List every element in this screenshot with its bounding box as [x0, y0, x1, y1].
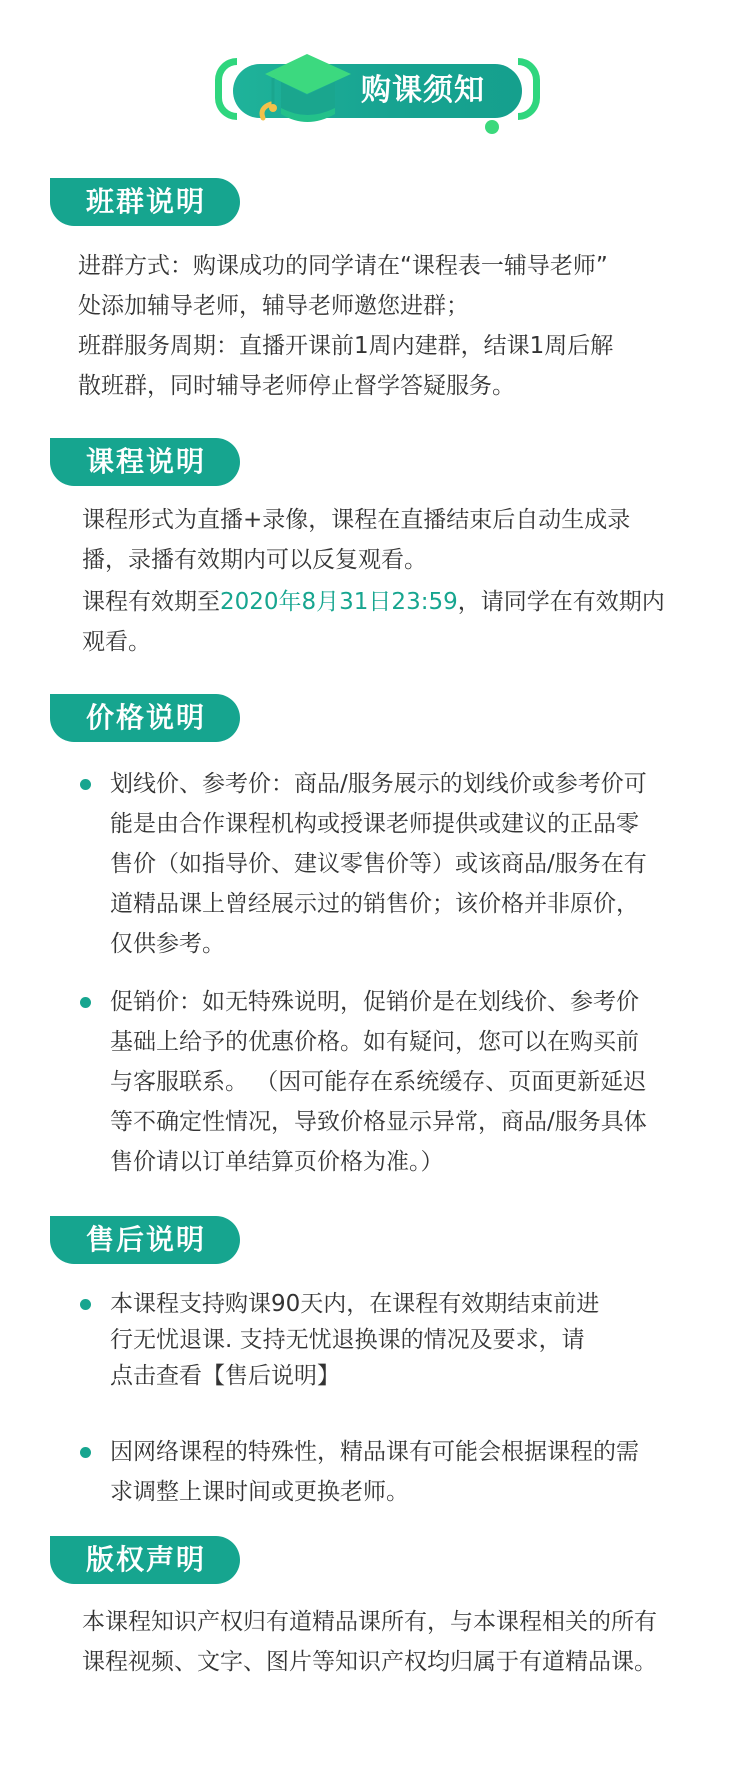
price-item-2-line-4: 等不确定性情况，导致价格显示异常，商品/服务具体: [110, 1109, 647, 1135]
after-sales-item-2-line-2: 求调整上课时间或更换老师。: [110, 1479, 409, 1505]
list-item: [80, 982, 700, 1187]
bullet-dot-icon: [80, 779, 91, 790]
copyright-line-1: 本课程知识产权归有道精品课所有，与本课程相关的所有: [82, 1609, 657, 1635]
after-sales-item-1-line-1: 本课程支持购课90天内，在课程有效期结束前进: [110, 1291, 600, 1317]
header-badge: [215, 38, 540, 138]
course-line-4: 观看。: [82, 629, 151, 655]
course-line-2: 播，录播有效期内可以反复观看。: [82, 547, 427, 573]
class-group-line-2: 处添加辅导老师，辅导老师邀您进群；: [78, 293, 469, 319]
copyright-line-2: 课程视频、文字、图片等知识产权均归属于有道精品课。: [82, 1649, 657, 1675]
class-group-line-1: 进群方式：购课成功的同学请在“课程表一辅导老师”: [78, 253, 608, 279]
price-item-1-line-3: 售价（如指导价、建议零售价等）或该商品/服务在有: [110, 851, 647, 877]
page-title: 购课须知: [361, 73, 485, 108]
section-title-copyright: 版权声明: [50, 1536, 240, 1584]
price-item-2-line-5: 售价请以订单结算页价格为准。）: [110, 1149, 444, 1175]
list-item: [80, 1284, 700, 1404]
course-validity-prefix: 课程有效期至: [82, 589, 220, 615]
decor-dot: [485, 120, 499, 134]
bullet-dot-icon: [80, 1447, 91, 1458]
graduation-cap-icon: [255, 38, 365, 133]
price-item-2-line-1: 促销价：如无特殊说明，促销价是在划线价、参考价: [110, 989, 639, 1015]
course-validity-date: 2020年8月31日23:59: [220, 589, 458, 615]
section-title-course: 课程说明: [50, 438, 240, 486]
course-line-1: 课程形式为直播+录像，课程在直播结束后自动生成录: [82, 507, 631, 533]
list-item: [80, 764, 700, 969]
price-item-2-line-2: 基础上给予的优惠价格。如有疑问，您可以在购买前: [110, 1029, 639, 1055]
after-sales-item-1-line-2: 行无忧退课. 支持无忧退换课的情况及要求，请: [110, 1327, 585, 1353]
after-sales-item-2-line-1: 因网络课程的特殊性，精品课有可能会根据课程的需: [110, 1439, 639, 1465]
class-group-line-3: 班群服务周期：直播开课前1周内建群，结课1周后解: [78, 333, 614, 359]
price-item-2-line-3: 与客服联系。 （因可能存在系统缓存、页面更新延迟: [110, 1069, 647, 1095]
after-sales-refund-link[interactable]: 点击查看【售后说明】: [110, 1363, 340, 1389]
section-title-class-group: 班群说明: [50, 178, 240, 226]
bullet-dot-icon: [80, 1299, 91, 1310]
class-group-line-4: 散班群，同时辅导老师停止督学答疑服务。: [78, 373, 515, 399]
section-title-price: 价格说明: [50, 694, 240, 742]
course-validity-suffix: ，请同学在有效期内: [457, 589, 665, 615]
price-item-1-line-1: 划线价、参考价：商品/服务展示的划线价或参考价可: [110, 771, 647, 797]
bullet-dot-icon: [80, 997, 91, 1008]
section-title-after-sales: 售后说明: [50, 1216, 240, 1264]
course-line-3: [82, 582, 722, 622]
price-item-1-line-5: 仅供参考。: [110, 931, 225, 957]
price-item-1-line-2: 能是由合作课程机构或授课老师提供或建议的正品零: [110, 811, 639, 837]
list-item: [80, 1432, 700, 1512]
price-item-1-line-4: 道精品课上曾经展示过的销售价；该价格并非原价，: [110, 891, 639, 917]
